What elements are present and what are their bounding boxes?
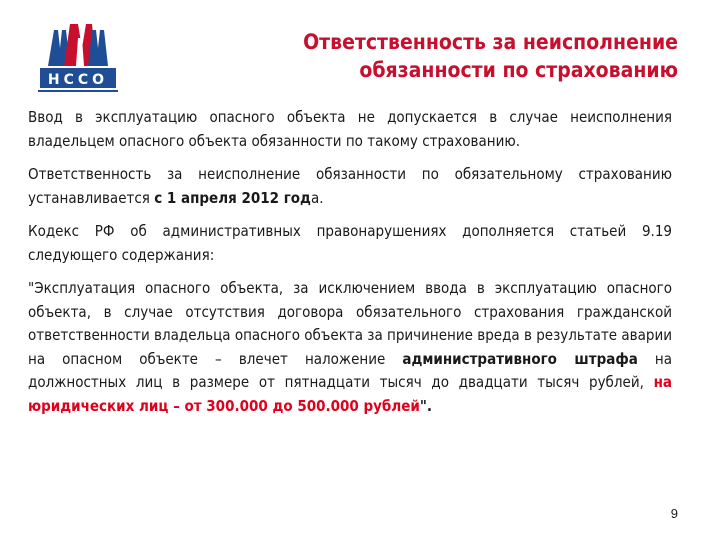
- paragraph-2-text: Ответственность за неисполнение обязанности по обязательному страхованию устанавливается: [28, 165, 672, 207]
- slide-title: [208, 28, 678, 84]
- paragraph-4: [28, 277, 672, 418]
- paragraph-4-text: "Эксплуатация опасного объекта, за исключением ввода в эксплуатацию опасного объекта, в случае отсутствия договора обязательного страхования гражданской ответственности владельца опасного объекта за причинение вреда в результате аварии на опасном объекте – влечет наложение: [28, 279, 672, 368]
- paragraph-4-fine: административного штрафа: [402, 349, 638, 368]
- paragraph-1: Ввод в эксплуатацию опасного объекта не допускается в случае неисполнения владельцем опасного объекта обязанности по такому страхованию.: [28, 108, 672, 150]
- paragraph-2-end: а.: [310, 188, 324, 207]
- logo-graphic: [34, 18, 120, 96]
- page-number: 9: [670, 506, 678, 521]
- paragraph-2: [28, 163, 672, 210]
- slide-content: [28, 106, 672, 428]
- logo-text: НССО: [47, 72, 109, 88]
- paragraph-4-middle: на должностных лиц в размере от пятнадцати тысяч до двадцати тысяч рублей,: [28, 349, 672, 391]
- paragraph-2-date: с 1 апреля 2012 год: [154, 188, 311, 207]
- paragraph-4-end: ".: [419, 396, 433, 415]
- paragraph-3: Кодекс РФ об административных правонарушениях дополняется статьей 9.19 следующего содержания:: [28, 222, 672, 264]
- paragraph-4-legal-entities: на юридических лиц – от 300.000 до 500.000 рублей: [28, 373, 672, 415]
- company-logo: [34, 18, 120, 96]
- title-line-2: обязанности по страхованию: [359, 58, 678, 82]
- title-line-1: Ответственность за неисполнение: [303, 30, 678, 54]
